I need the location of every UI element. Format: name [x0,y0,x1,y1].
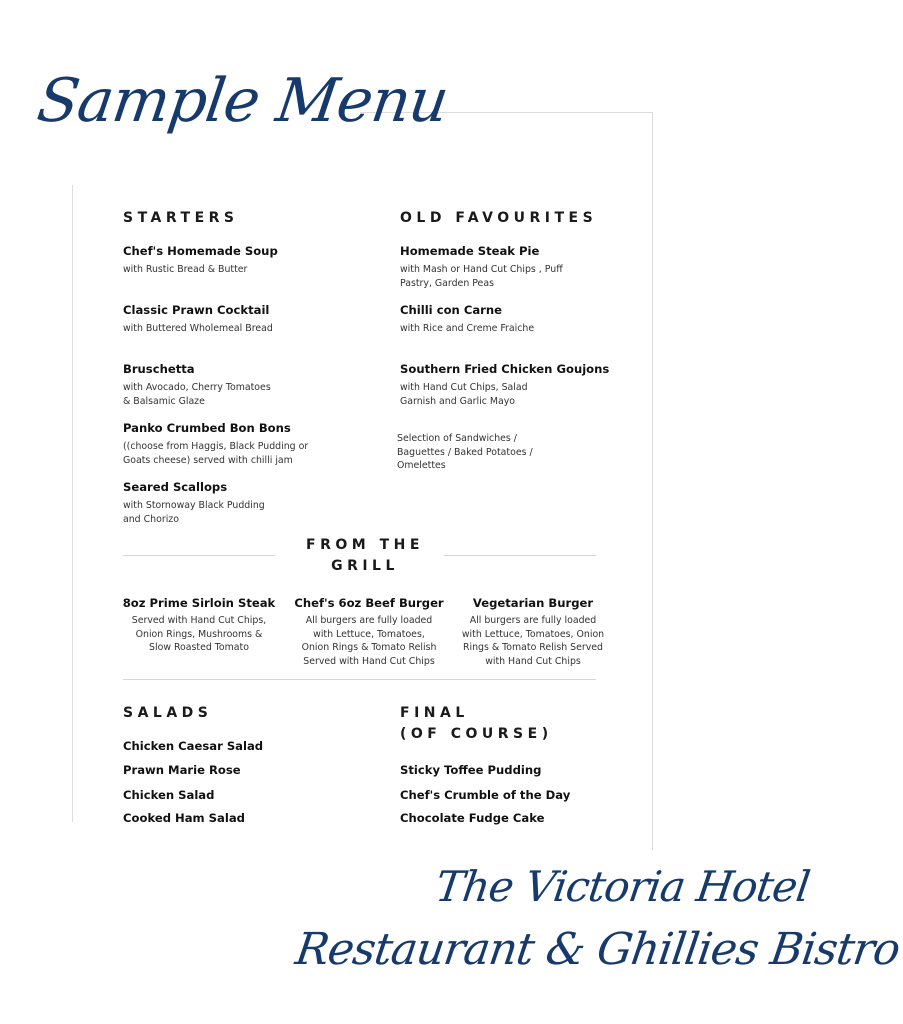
starters-heading: STARTERS [123,210,239,226]
menu-note [397,432,547,473]
item-name: Chef's 6oz Beef Burger [294,596,444,610]
salad-item: Chicken Salad [123,788,215,802]
item-name: 8oz Prime Sirloin Steak [122,596,276,610]
grill-item [290,596,448,668]
grill-item [119,596,279,655]
final-heading: FINAL [400,705,469,721]
dessert-item: Sticky Toffee Pudding [400,763,542,777]
page-title: Sample Menu [33,66,453,136]
frame-line-right [652,112,653,850]
menu-item [400,244,595,290]
item-name: Southern Fried Chicken Goujons [400,362,610,376]
menu-item [123,362,273,408]
item-name: Homemade Steak Pie [400,244,540,258]
item-name: Chilli con Carne [400,303,502,317]
hotel-name-signature: The Victoria Hotel [432,862,813,911]
item-desc: with Mash or Hand Cut Chips , Puff Pastry, Garden Peas [400,264,563,289]
grill-item [453,596,613,668]
grill-heading: FROM THE [306,537,424,553]
note-text: Selection of Sandwiches / Baguettes / Baked Potatoes / Omelettes [397,433,533,471]
salads-heading: SALADS [123,705,213,721]
final-heading-line2: (OF COURSE) [400,726,553,742]
item-desc: with Stornoway Black Pudding and Chorizo [123,500,265,525]
menu-item [123,244,278,277]
item-name: Classic Prawn Cocktail [123,303,270,317]
favourites-heading: OLD FAVOURITES [400,210,598,226]
dessert-item: Chocolate Fudge Cake [400,811,545,825]
salad-item: Chicken Caesar Salad [123,739,264,753]
item-name: Seared Scallops [123,480,228,494]
item-desc: Served with Hand Cut Chips, Onion Rings, Mushrooms & Slow Roasted Tomato [131,615,267,653]
item-name: Bruschetta [123,362,195,376]
dessert-item: Chef's Crumble of the Day [400,788,571,802]
restaurant-name-signature: Restaurant & Ghillies Bistro [292,924,903,975]
item-desc: with Buttered Wholemeal Bread [123,323,273,334]
item-desc: with Rice and Creme Fraiche [400,323,535,334]
divider [123,679,596,680]
item-desc: with Hand Cut Chips, Salad Garnish and Garlic Mayo [400,382,528,407]
divider [123,555,275,556]
salad-item: Cooked Ham Salad [123,811,245,825]
item-desc: with Rustic Bread & Butter [123,264,248,275]
grill-heading-line2: GRILL [331,558,399,574]
menu-item [400,303,534,336]
item-name: Vegetarian Burger [472,596,594,610]
frame-line-left [72,185,73,822]
menu-item [123,421,313,467]
item-desc: All burgers are fully loaded with Lettuce, Tomatoes, Onion Rings & Tomato Relish Served with Hand Cut Chips [301,615,437,667]
menu-item [400,362,609,408]
item-desc: ((choose from Haggis, Black Pudding or Goats cheese) served with chilli jam [123,441,309,466]
item-desc: All burgers are fully loaded with Lettuce, Tomatoes, Onion Rings & Tomato Relish Served with Hand Cut Chips [461,615,605,667]
divider [444,555,596,556]
item-name: Panko Crumbed Bon Bons [123,421,291,435]
item-name: Chef's Homemade Soup [123,244,278,258]
menu-item [123,480,268,526]
salad-item: Prawn Marie Rose [123,763,241,777]
item-desc: with Avocado, Cherry Tomatoes & Balsamic Glaze [123,382,271,407]
menu-item [123,303,273,336]
